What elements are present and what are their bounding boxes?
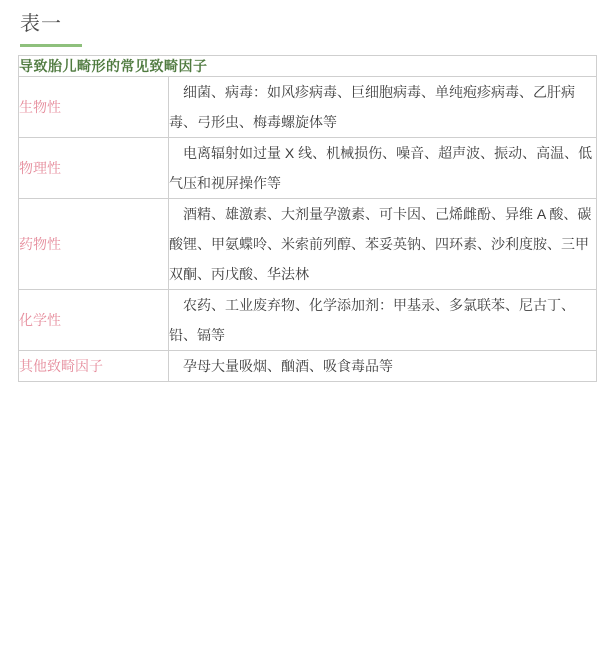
category-label: 物理性 (19, 138, 169, 199)
category-label: 生物性 (19, 77, 169, 138)
table-row (19, 138, 597, 199)
table-row (19, 77, 597, 138)
table-header-row (19, 56, 597, 77)
teratogen-table (18, 55, 597, 382)
table-row (19, 199, 597, 290)
category-label: 化学性 (19, 290, 169, 351)
description-text: 细菌、病毒：如风疹病毒、巨细胞病毒、单纯疱疹病毒、乙肝病毒、弓形虫、梅毒螺旋体等 (169, 77, 597, 138)
title-underline (20, 44, 82, 47)
description-text: 电离辐射如过量 X 线、机械损伤、噪音、超声波、振动、高温、低气压和视屏操作等 (169, 138, 597, 199)
category-label: 药物性 (19, 199, 169, 290)
table-row (19, 290, 597, 351)
description-text: 孕母大量吸烟、酗酒、吸食毒品等 (169, 351, 597, 382)
category-label: 其他致畸因子 (19, 351, 169, 382)
table-header-label: 导致胎儿畸形的常见致畸因子 (19, 58, 208, 74)
table-header-cell (19, 56, 597, 77)
description-text: 酒精、雄激素、大剂量孕激素、可卡因、己烯雌酚、异维 A 酸、碳酸锂、甲氨蝶呤、米索前列醇、苯妥英钠、四环素、沙利度胺、三甲双酮、丙戊酸、华法林 (169, 199, 597, 290)
table-row (19, 351, 597, 382)
page-title: 表一 (20, 13, 62, 35)
description-text: 农药、工业废弃物、化学添加剂：甲基汞、多氯联苯、尼古丁、铅、镉等 (169, 290, 597, 351)
